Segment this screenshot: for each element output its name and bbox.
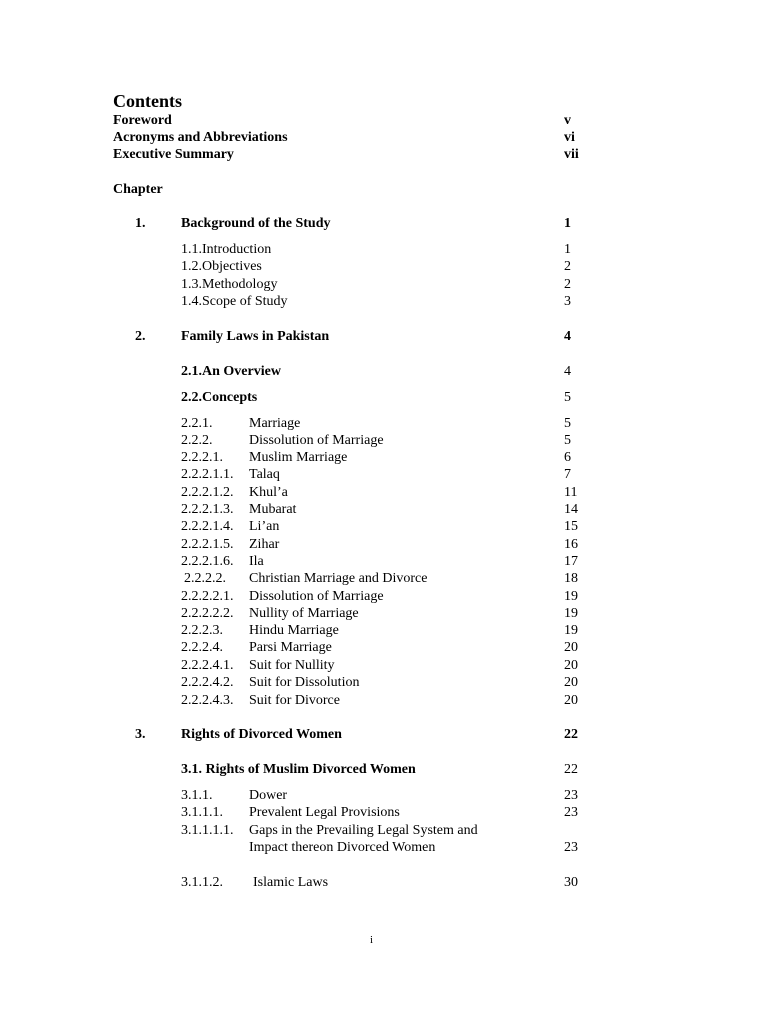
entry-label: Ila (249, 554, 264, 569)
chapter-heading: Chapter (113, 182, 163, 197)
entry-label: Talaq (249, 467, 280, 482)
entry-number: 2.2.2.2.2. (181, 606, 234, 621)
contents-title: Contents (113, 91, 183, 111)
entry-page: 23 (564, 840, 578, 855)
entry-label: Zihar (249, 537, 280, 552)
entry-page: 2 (564, 259, 571, 274)
entry-label: Objectives (202, 259, 262, 274)
entry-page: 4 (564, 329, 571, 344)
entry-label: Family Laws in Pakistan (181, 329, 330, 344)
entry-number: 2.2.2.4.2. (181, 675, 234, 690)
entry-page: 5 (564, 416, 571, 431)
entry-label: Methodology (202, 277, 278, 292)
entry-page: 19 (564, 606, 578, 621)
entry-page: 19 (564, 589, 578, 604)
entry-number: 2.2.2.2.1. (181, 589, 234, 604)
entry-label: Rights of Muslim Divorced Women (205, 762, 416, 777)
entry-label: An Overview (202, 364, 281, 379)
entry-page: 20 (564, 675, 578, 690)
entry-number: 2.2.2.1.4. (181, 519, 234, 534)
entry-number: 1.3. (181, 277, 202, 292)
entry-number: 2.2.2.4.3. (181, 693, 234, 708)
entry-page: 3 (564, 294, 571, 309)
entry-number: 3.1.1.1.1. (181, 823, 234, 838)
entry-page: 15 (564, 519, 578, 534)
entry-label: Khul’a (249, 485, 288, 500)
entry-number: 2.2.2.1.6. (181, 554, 234, 569)
entry-number: 2.2.2.1.3. (181, 502, 234, 517)
entry-number: 1.2. (181, 259, 202, 274)
entry-label: Suit for Nullity (249, 658, 335, 673)
entry-page: 4 (564, 364, 571, 379)
entry-label: Gaps in the Prevailing Legal System and (249, 823, 478, 838)
entry-page: 5 (564, 390, 571, 405)
entry-page: 11 (564, 485, 578, 500)
entry-number: 1. (135, 216, 146, 231)
entry-number: 2.2. (181, 390, 202, 405)
entry-page: 20 (564, 640, 578, 655)
entry-label: Suit for Divorce (249, 693, 340, 708)
entry-page: 6 (564, 450, 571, 465)
entry-number: 2.2.2.1.5. (181, 537, 234, 552)
entry-number: 2.2.2. (181, 433, 213, 448)
entry-label: Islamic Laws (253, 875, 329, 890)
entry-label: Introduction (202, 242, 272, 257)
entry-page: 22 (564, 727, 578, 742)
entry-number: 3.1.1.1. (181, 805, 223, 820)
entry-label: Impact thereon Divorced Women (249, 840, 436, 855)
entry-page: 17 (564, 554, 578, 569)
entry-label: Christian Marriage and Divorce (249, 571, 428, 586)
entry-number: 2.2.1. (181, 416, 213, 431)
entry-label: Suit for Dissolution (249, 675, 360, 690)
entry-label: Hindu Marriage (249, 623, 339, 638)
entry-label: Dissolution of Marriage (249, 589, 384, 604)
entry-label: Dower (249, 788, 288, 803)
entry-page: 1 (564, 242, 571, 257)
entry-number: 2.2.2.4.1. (181, 658, 234, 673)
entry-label: Rights of Divorced Women (181, 727, 342, 742)
entry-number: 1.1. (181, 242, 202, 257)
entry-number: 2.2.2.3. (181, 623, 223, 638)
entry-number: 3.1.1. (181, 788, 213, 803)
entry-number: 2.2.2.1.2. (181, 485, 234, 500)
entry-page: 14 (564, 502, 578, 517)
entry-page: 16 (564, 537, 578, 552)
entry-number: 2.2.2.1. (181, 450, 223, 465)
entry-label: Scope of Study (202, 294, 288, 309)
entry-page: 19 (564, 623, 578, 638)
entry-page: v (564, 113, 571, 128)
entry-label: Nullity of Marriage (249, 606, 359, 621)
entry-number: 2.2.2.1.1. (181, 467, 234, 482)
entry-page: 23 (564, 788, 578, 803)
entry-page: 7 (564, 467, 571, 482)
entry-page: 1 (564, 216, 571, 231)
entry-label: Prevalent Legal Provisions (249, 805, 400, 820)
entry-page: 30 (564, 875, 578, 890)
entry-page: 18 (564, 571, 578, 586)
entry-page: 22 (564, 762, 578, 777)
entry-page: vii (564, 147, 579, 162)
entry-number: 3.1. (181, 762, 202, 777)
entry-label: Marriage (249, 416, 301, 431)
entry-label: Dissolution of Marriage (249, 433, 384, 448)
entry-number: 3. (135, 727, 146, 742)
entry-label: Foreword (113, 113, 172, 128)
entry-number: 2.2.2.4. (181, 640, 223, 655)
entry-label: Mubarat (249, 502, 297, 517)
entry-number: 3.1.1.2. (181, 875, 223, 890)
entry-page: 20 (564, 658, 578, 673)
entry-page: 23 (564, 805, 578, 820)
entry-number: 2.1. (181, 364, 202, 379)
entry-label: Concepts (202, 390, 258, 405)
entry-number: 1.4. (181, 294, 202, 309)
entry-label: Li’an (249, 519, 280, 534)
entry-page: vi (564, 130, 575, 145)
entry-number: 2. (135, 329, 146, 344)
entry-number: 2.2.2.2. (184, 571, 226, 586)
entry-label: Executive Summary (113, 147, 234, 162)
entry-label: Acronyms and Abbreviations (113, 130, 288, 145)
entry-label: Parsi Marriage (249, 640, 332, 655)
entry-page: 20 (564, 693, 578, 708)
entry-page: 5 (564, 433, 571, 448)
entry-label: Background of the Study (181, 216, 331, 231)
entry-label: Muslim Marriage (249, 450, 348, 465)
page-number: i (370, 934, 374, 946)
entry-page: 2 (564, 277, 571, 292)
